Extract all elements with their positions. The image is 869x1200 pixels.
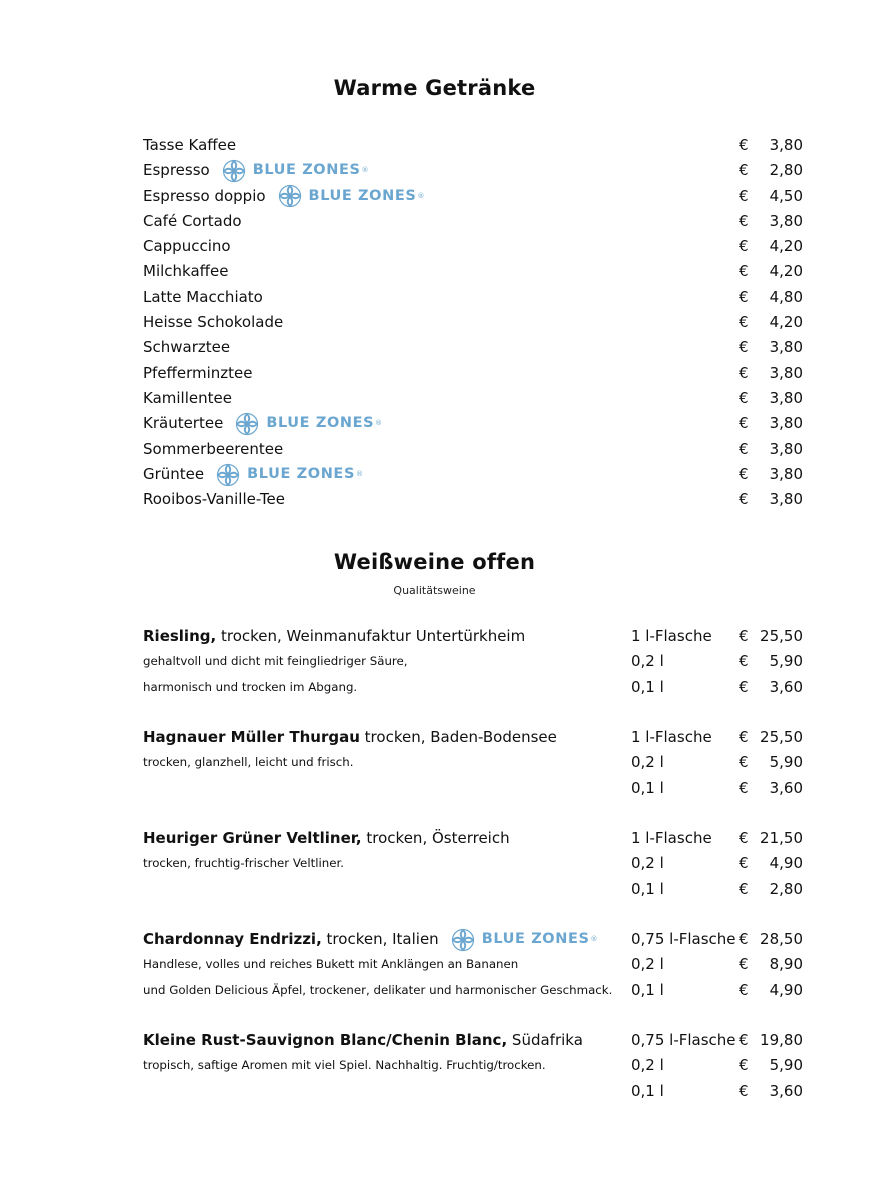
wine-name-detail: Südafrika: [507, 1031, 583, 1049]
drink-name: Café Cortado: [143, 211, 242, 230]
drink-name-cell: [143, 361, 253, 386]
wine-item: [143, 624, 803, 725]
warm-drinks-list: [143, 133, 803, 512]
wine-item: [143, 826, 803, 927]
wine-description: trocken, glanzhell, leicht und frisch.: [143, 755, 354, 770]
warm-drinks-title: Warme Getränke: [333, 76, 536, 100]
wine-size: 1 l-Flasche: [631, 829, 712, 847]
currency-symbol: €: [739, 677, 749, 696]
wine-price: 25,50: [760, 627, 803, 645]
wine-name: [143, 624, 525, 649]
wine-name: [143, 725, 557, 750]
wine-price: 2,80: [769, 879, 803, 898]
wine-name-bold: Kleine Rust-Sauvignon Blanc/Chenin Blanc,: [143, 1031, 508, 1049]
drink-row: [143, 411, 803, 436]
currency-symbol: €: [739, 627, 749, 645]
drink-row: [143, 437, 803, 462]
wine-line: [143, 624, 803, 649]
currency-symbol: €: [739, 829, 749, 847]
wine-price: 3,60: [769, 677, 803, 696]
wine-price: 3,60: [769, 1081, 803, 1100]
wine-name: [143, 927, 598, 952]
currency-symbol: €: [739, 728, 749, 746]
drink-name-cell: [143, 437, 283, 462]
wine-line: [143, 776, 803, 801]
wine-line: [143, 1053, 803, 1078]
wine-line: [143, 877, 803, 902]
blue-zones-registered: ®: [375, 419, 383, 428]
currency-symbol: €: [739, 287, 749, 306]
drink-row: [143, 386, 803, 411]
wine-line: [143, 1028, 803, 1053]
drink-price: 3,80: [769, 136, 803, 154]
currency-symbol: €: [739, 388, 749, 407]
wine-name-bold: Chardonnay Endrizzi,: [143, 930, 322, 949]
wine-item: [143, 927, 803, 1028]
currency-symbol: €: [739, 1031, 749, 1049]
currency-symbol: €: [739, 1081, 749, 1100]
currency-symbol: €: [739, 211, 749, 230]
blue-zones-text: BLUE ZONES: [247, 465, 355, 482]
drink-name-cell: [143, 487, 285, 512]
wine-price: 3,60: [769, 778, 803, 797]
blue-zones-text: BLUE ZONES: [481, 931, 590, 947]
drink-row: [143, 209, 803, 234]
currency-symbol: €: [739, 136, 749, 154]
wine-line: [143, 978, 803, 1003]
drink-name-cell: [143, 209, 242, 234]
wine-size: 0,1 l: [631, 980, 664, 999]
drink-name: Milchkaffee: [143, 262, 229, 281]
drink-price: 2,80: [769, 161, 803, 180]
currency-symbol: €: [739, 955, 749, 974]
drink-name-cell: [143, 462, 364, 487]
currency-symbol: €: [739, 778, 749, 797]
drink-row: [143, 335, 803, 360]
drink-name: Kamillentee: [143, 388, 232, 407]
blue-zones-text: BLUE ZONES: [266, 415, 375, 432]
white-wine-subtitle: Qualitätsweine: [393, 584, 476, 597]
currency-symbol: €: [739, 490, 749, 509]
currency-symbol: €: [739, 439, 749, 458]
drink-row: [143, 310, 803, 335]
drink-row: [143, 234, 803, 259]
blue-zones-icon: [235, 412, 259, 436]
wine-name-detail: trocken, Italien: [321, 930, 439, 949]
drink-name: Latte Macchiato: [143, 287, 263, 306]
drink-price: 3,80: [769, 338, 803, 357]
wine-description: trocken, fruchtig-frischer Veltliner.: [143, 856, 345, 871]
blue-zones-text: BLUE ZONES: [308, 187, 417, 204]
wine-line: [143, 750, 803, 775]
drink-name: Heisse Schokolade: [143, 313, 284, 332]
wine-size: 0,2 l: [631, 652, 664, 671]
wine-size: 0,2 l: [631, 753, 664, 772]
blue-zones-registered: ®: [361, 166, 370, 175]
drink-row: [143, 133, 803, 158]
drink-price: 4,20: [769, 237, 803, 256]
wine-description: gehaltvoll und dicht mit feingliedriger Säure,: [143, 654, 408, 669]
currency-symbol: €: [739, 161, 749, 180]
drink-price: 3,80: [769, 211, 803, 230]
blue-zones-logo: [278, 184, 425, 209]
blue-zones-icon: [216, 463, 240, 487]
drink-price: 4,20: [769, 262, 803, 281]
wine-description: Handlese, volles und reiches Bukett mit Anklängen an Bananen: [143, 957, 519, 972]
drink-row: [143, 487, 803, 512]
drink-row: [143, 184, 803, 209]
wine-description: harmonisch und trocken im Abgang.: [143, 679, 358, 694]
blue-zones-icon: [451, 928, 475, 952]
currency-symbol: €: [739, 753, 749, 772]
wine-price: 5,90: [769, 753, 803, 772]
wine-line: [143, 725, 803, 750]
drink-name-cell: [143, 310, 283, 335]
wine-size: 0,75 l-Flasche: [631, 1031, 736, 1049]
drink-name-cell: [143, 133, 236, 158]
wine-description: tropisch, saftige Aromen mit viel Spiel. Nachhaltig. Fruchtig/trocken.: [143, 1058, 546, 1073]
wine-name: [143, 826, 510, 851]
currency-symbol: €: [739, 313, 749, 332]
wine-size: 0,1 l: [631, 778, 664, 797]
currency-symbol: €: [739, 237, 749, 256]
wine-name-detail: trocken, Österreich: [361, 829, 510, 847]
drink-name-cell: [143, 411, 383, 436]
blue-zones-registered: ®: [355, 469, 364, 478]
wine-name: [143, 1028, 583, 1053]
drink-price: 3,80: [769, 464, 803, 483]
wine-line: [143, 1079, 803, 1104]
wine-price: 5,90: [769, 652, 803, 671]
wine-line: [143, 952, 803, 977]
blue-zones-text: BLUE ZONES: [252, 162, 361, 179]
drink-row: [143, 462, 803, 487]
currency-symbol: €: [739, 879, 749, 898]
drink-name: Espresso: [143, 161, 210, 180]
wine-size: 0,1 l: [631, 879, 664, 898]
drink-price: 4,20: [769, 313, 803, 332]
wine-line: [143, 927, 803, 952]
blue-zones-icon: [278, 184, 302, 208]
currency-symbol: €: [739, 414, 749, 433]
drink-name: Schwarztee: [143, 338, 231, 357]
blue-zones-registered: ®: [590, 935, 599, 943]
wine-size: 1 l-Flasche: [631, 728, 712, 746]
currency-symbol: €: [739, 1056, 749, 1075]
blue-zones-logo: [235, 411, 382, 436]
drink-row: [143, 285, 803, 310]
drink-name: Rooibos-Vanille-Tee: [143, 490, 285, 509]
drink-name-cell: [143, 184, 425, 209]
wine-price: 19,80: [760, 1031, 803, 1049]
wine-price: 4,90: [769, 854, 803, 873]
wine-line: [143, 826, 803, 851]
wine-size: 0,2 l: [631, 955, 664, 974]
drink-price: 3,80: [769, 363, 803, 382]
drink-name: Tasse Kaffee: [143, 136, 237, 154]
drink-name-cell: [143, 285, 263, 310]
drink-price: 4,50: [769, 186, 803, 205]
currency-symbol: €: [739, 186, 749, 205]
drink-name-cell: [143, 158, 369, 183]
drink-name-cell: [143, 335, 230, 360]
wine-name-bold: Heuriger Grüner Veltliner,: [143, 829, 362, 847]
wine-size: 0,2 l: [631, 1056, 664, 1075]
wine-line: [143, 649, 803, 674]
currency-symbol: €: [739, 464, 749, 483]
wine-name-detail: trocken, Weinmanufaktur Untertürkheim: [216, 627, 526, 645]
wine-size: 0,1 l: [631, 1081, 664, 1100]
wine-name-bold: Hagnauer Müller Thurgau: [143, 728, 360, 746]
drink-row: [143, 361, 803, 386]
currency-symbol: €: [739, 854, 749, 873]
wine-size: 0,2 l: [631, 854, 664, 873]
wine-size: 0,75 l-Flasche: [631, 930, 736, 948]
wine-item: [143, 1028, 803, 1129]
drink-price: 3,80: [769, 414, 803, 433]
wine-price: 28,50: [760, 930, 803, 948]
drink-name: Sommerbeerentee: [143, 439, 284, 458]
wine-description: und Golden Delicious Äpfel, trockener, delikater und harmonischer Geschmack.: [143, 982, 613, 997]
currency-symbol: €: [739, 262, 749, 281]
drink-price: 3,80: [769, 439, 803, 458]
drink-price: 3,80: [769, 388, 803, 407]
wine-size: 1 l-Flasche: [631, 627, 712, 645]
drink-price: 4,80: [769, 287, 803, 306]
white-wine-title: Weißweine offen: [333, 550, 536, 574]
wine-item: [143, 725, 803, 826]
blue-zones-registered: ®: [417, 191, 425, 200]
currency-symbol: €: [739, 338, 749, 357]
drink-name: Grüntee: [143, 465, 205, 484]
wine-price: 25,50: [760, 728, 803, 746]
blue-zones-logo: [216, 462, 363, 487]
wine-price: 21,50: [760, 829, 803, 847]
wine-line: [143, 675, 803, 700]
wine-price: 5,90: [769, 1056, 803, 1075]
wine-price: 8,90: [769, 955, 803, 974]
currency-symbol: €: [739, 980, 749, 999]
white-wine-list: [143, 624, 803, 1129]
wine-name-bold: Riesling,: [143, 627, 217, 645]
blue-zones-icon: [222, 159, 246, 183]
currency-symbol: €: [739, 652, 749, 671]
drink-name: Espresso doppio: [143, 186, 266, 205]
drink-name: Cappuccino: [143, 237, 231, 256]
blue-zones-logo: [451, 927, 598, 952]
wine-line: [143, 851, 803, 876]
drink-row: [143, 158, 803, 183]
drink-name-cell: [143, 386, 232, 411]
wine-size: 0,1 l: [631, 677, 664, 696]
drink-price: 3,80: [769, 490, 803, 509]
drink-name: Pfefferminztee: [143, 363, 253, 382]
blue-zones-logo: [222, 158, 369, 183]
drink-row: [143, 259, 803, 284]
drink-name: Kräutertee: [143, 414, 224, 433]
currency-symbol: €: [739, 930, 749, 948]
wine-price: 4,90: [769, 980, 803, 999]
drink-name-cell: [143, 259, 228, 284]
drink-name-cell: [143, 234, 231, 259]
currency-symbol: €: [739, 363, 749, 382]
wine-name-detail: trocken, Baden-Bodensee: [359, 728, 557, 746]
